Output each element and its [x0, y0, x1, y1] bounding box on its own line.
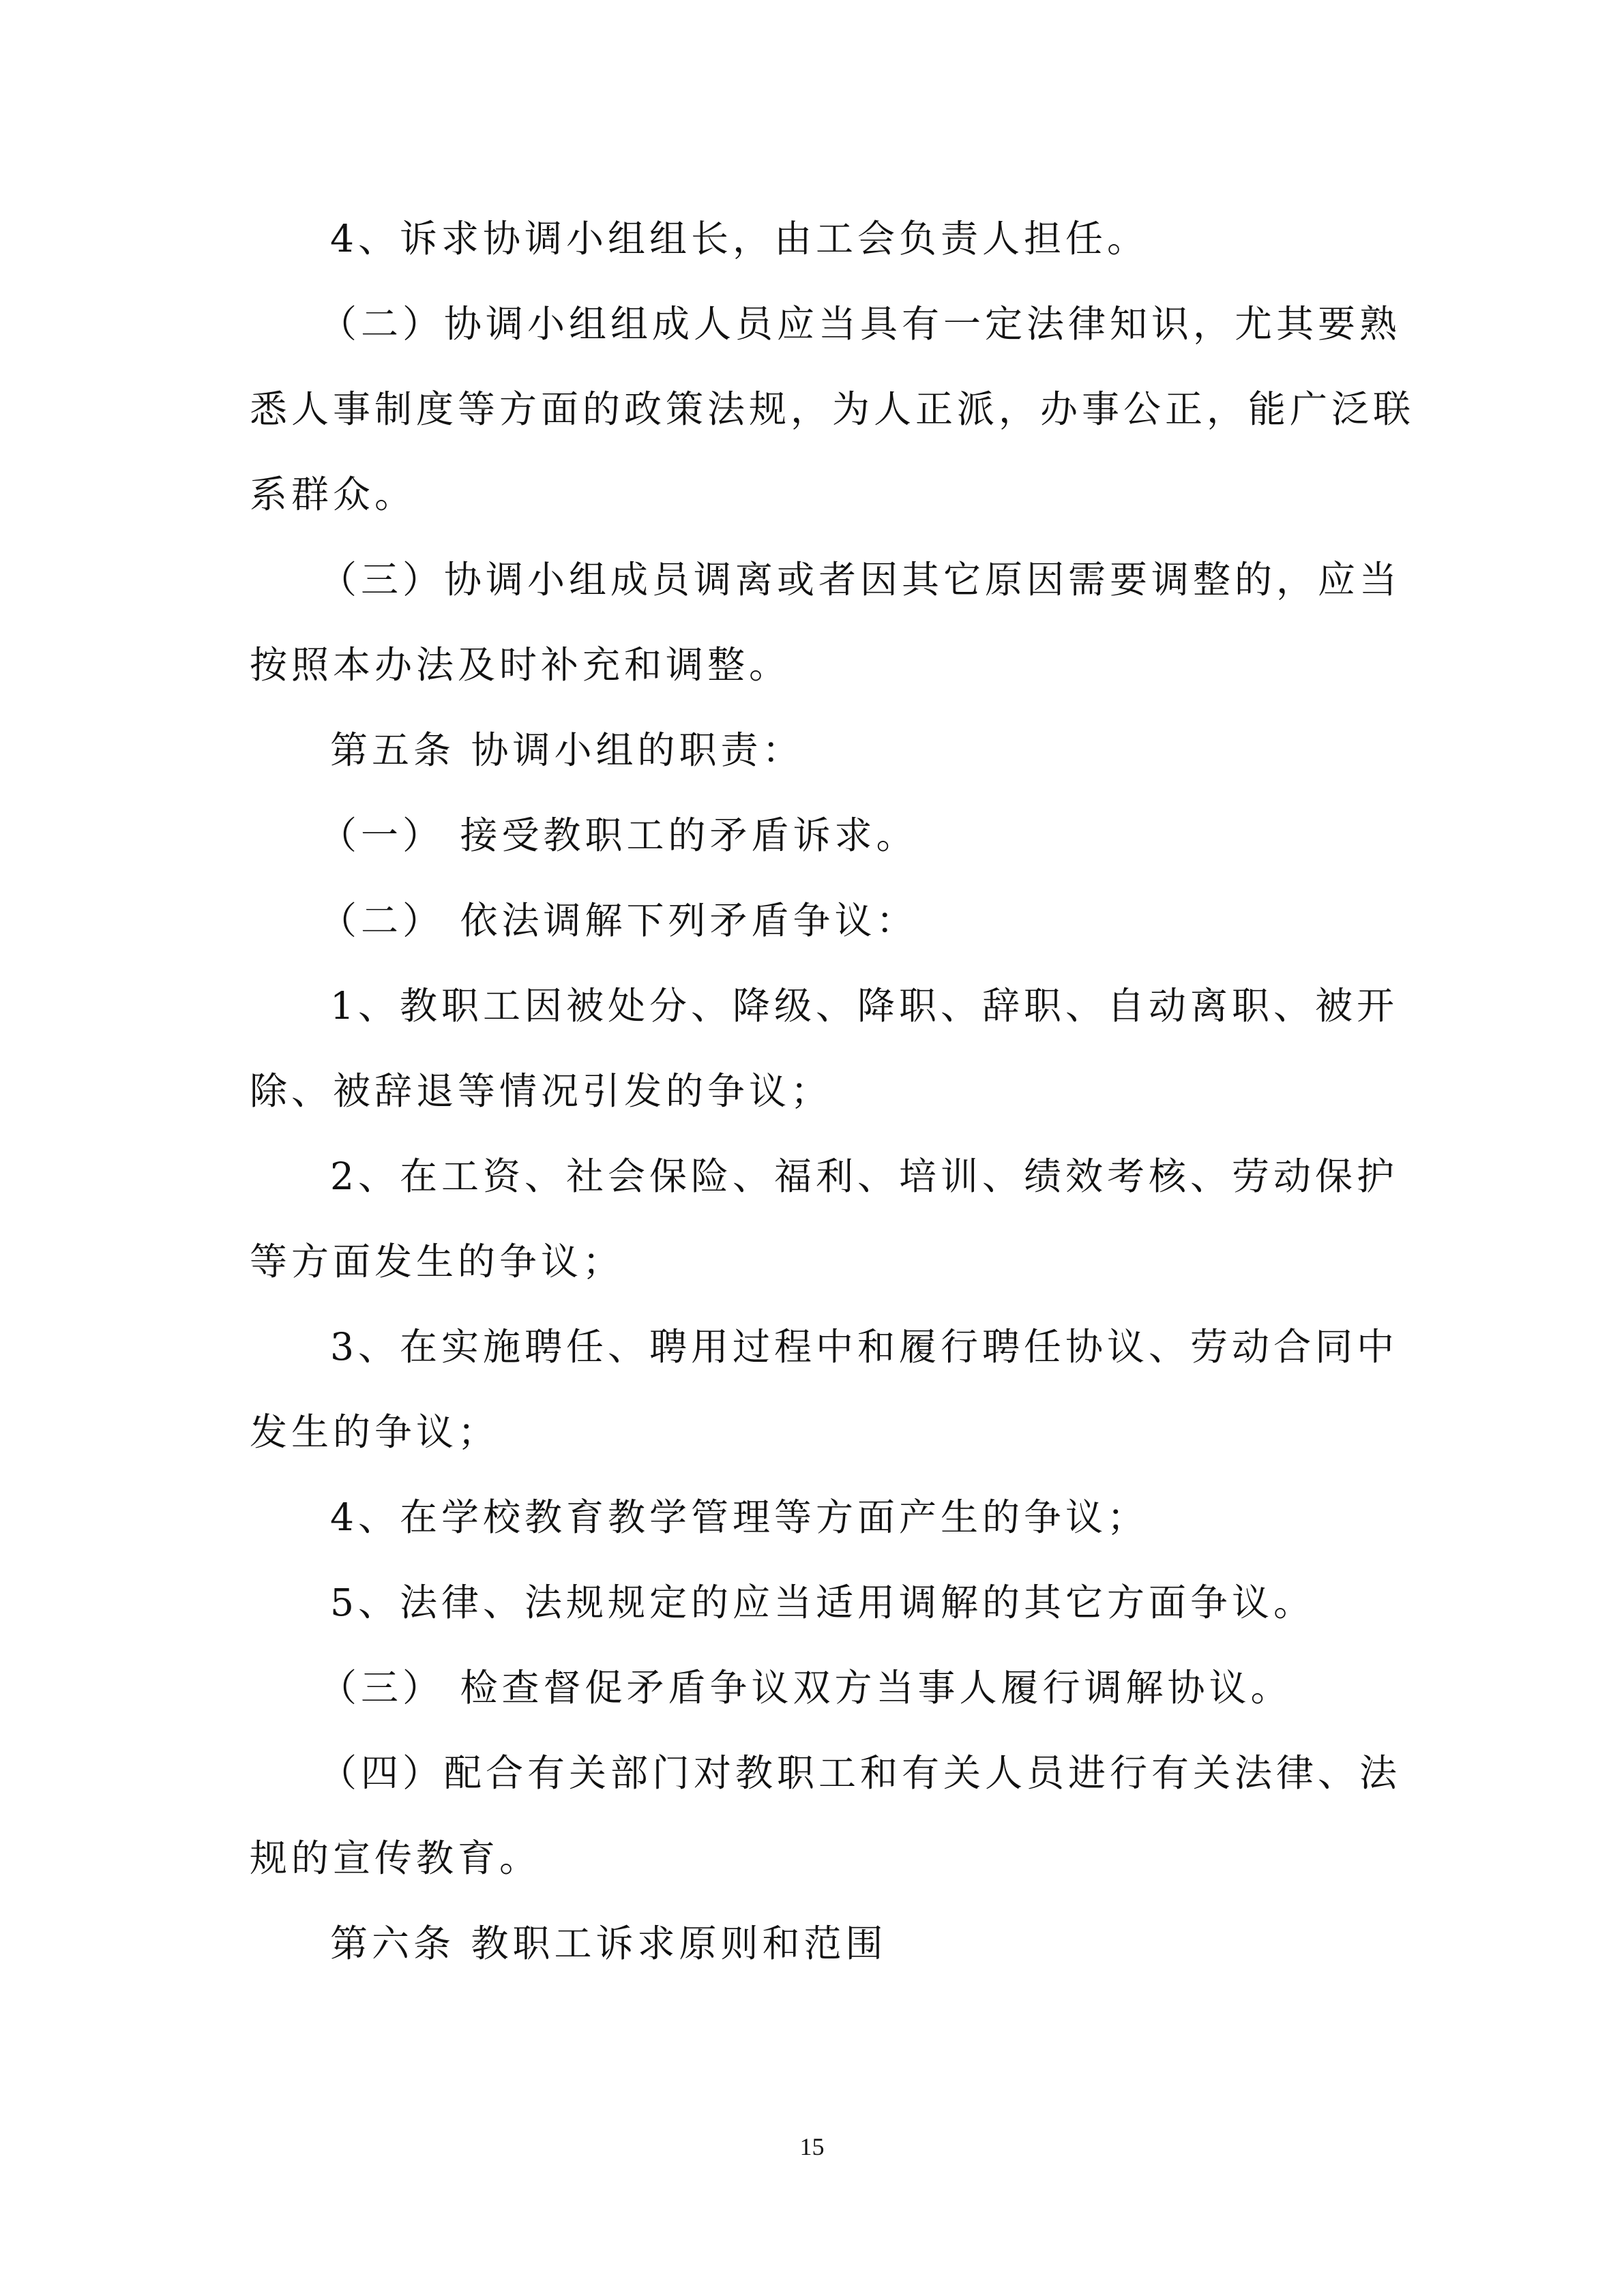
document-body: [250, 205, 1415, 1995]
dispute-item-3-cont: 发生的争议；: [250, 1410, 500, 1454]
paragraph-member-adjustment: （三）协调小组成员调离或者因其它原因需要调整的，应当: [319, 558, 1402, 601]
duty-2-mediate-disputes: （二） 依法调解下列矛盾争议：: [319, 899, 918, 942]
list-item-group-leader: 4、诉求协调小组组长，由工会负责人担任。: [330, 217, 1149, 260]
duty-1-accept-appeals: （一） 接受教职工的矛盾诉求。: [319, 814, 918, 857]
article-5-heading: 第五条 协调小组的职责：: [330, 728, 804, 772]
paragraph-member-qualifications-cont: 悉人事制度等方面的政策法规，为人正派，办事公正，能广泛联: [250, 387, 1415, 431]
dispute-item-2-cont: 等方面发生的争议；: [250, 1240, 625, 1283]
paragraph-member-qualifications-end: 系群众。: [250, 473, 417, 516]
paragraph-member-adjustment-cont: 按照本办法及时补充和调整。: [250, 643, 791, 687]
page-number: 15: [799, 2133, 825, 2160]
duty-3-supervise-agreements: （三） 检查督促矛盾争议双方当事人履行调解协议。: [319, 1666, 1293, 1710]
duty-4-legal-education-cont: 规的宣传教育。: [250, 1836, 542, 1880]
dispute-item-4: 4、在学校教育教学管理等方面产生的争议；: [330, 1495, 1149, 1539]
duty-4-legal-education: （四）配合有关部门对教职工和有关人员进行有关法律、法: [319, 1751, 1402, 1795]
dispute-item-1: 1、教职工因被处分、降级、降职、辞职、自动离职、被开: [330, 984, 1398, 1028]
dispute-item-2: 2、在工资、社会保险、福利、培训、绩效考核、劳动保护: [330, 1154, 1398, 1198]
dispute-item-1-cont: 除、被辞退等情况引发的争议；: [250, 1069, 833, 1113]
dispute-item-3: 3、在实施聘任、聘用过程中和履行聘任协议、劳动合同中: [330, 1325, 1398, 1369]
paragraph-member-qualifications: （二）协调小组组成人员应当具有一定法律知识，尤其要熟: [319, 302, 1402, 346]
article-6-heading: 第六条 教职工诉求原则和范围: [330, 1922, 887, 1965]
dispute-item-5: 5、法律、法规规定的应当适用调解的其它方面争议。: [330, 1581, 1315, 1624]
